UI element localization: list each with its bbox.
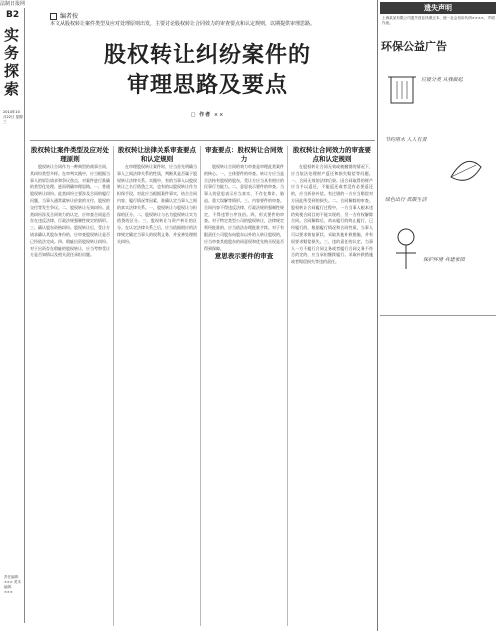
- section-heading: 股权转让法律关系审查要点和认定规则: [118, 146, 196, 163]
- leaf-icon: [451, 161, 481, 180]
- ad-title: 环保公益广告: [381, 40, 447, 53]
- issue-info: 2014年10月22日 星期三: [3, 110, 23, 124]
- ad-line: 绿色出行 低碳生活: [385, 197, 427, 203]
- sidebar-divider: [377, 0, 378, 631]
- notice-title: 遗失声明: [380, 2, 496, 14]
- page-number: B2: [6, 10, 20, 20]
- notice-text: 上海某某有限公司遗失营业执照正本，统一社会信用代码××××，声明作废。: [382, 16, 495, 25]
- headline: [55, 40, 360, 130]
- column-text: 在审理股权转让案件时，应当首先明确当事人之间法律关系的性质，判断其是否属于股权转让法律关系。实践中，有的当事人以股权转让之名行借贷之实，也有的以股权转让作为担保手段，对此应当根据案件事实，结合合同内容、履行情况等因素，准确认定当事人之间的真实法律关系。一、股权转让与股权让与担保的区分。二、股权转让与名为股权转让实为借贷的区分。三、股权转让与资产转让的区分。在认定法律关系之后，应当依据相应的法律规定确定当事人的权利义务，并妥善处理相关纠纷。: [117, 164, 197, 244]
- article-column-2: [117, 146, 197, 626]
- section-heading: 审查要点：股权转让合同效力: [205, 146, 283, 163]
- column-divider: [113, 146, 114, 626]
- column-title: 实务探索: [4, 26, 22, 98]
- ad-line: 节约用水 人人有责: [385, 137, 427, 143]
- column-text: 股权转让合同作为一种典型的商事合同，其纠纷类型多样。在审判实践中，应当根据当事人的诉讼请求和争议焦点，对案件进行准确的类型化处理，进而明确审理思路。一、普通股权转让纠纷。此类纠纷主要涉及合同的履行问题，当事人通常就转让价款的支付、股权的交付等发生争议。二、股权转让无效纠纷。此类纠纷涉及合同效力的认定，应审查合同是否存在违反法律、行政法规强制性规定的情形。三、确认股东资格纠纷。股权转让后，受让方请求确认其股东身份的，应审查股权转让是否已经依法完成。四、瑕疵出资股权转让纠纷。对于出资存在瑕疵的股权转让，应当考察受让方是否知情以及相关责任承担问题。: [30, 164, 110, 258]
- ad-line: 保护环境 共建家园: [423, 257, 465, 263]
- section-heading: 意思表示要件的审查: [214, 252, 274, 261]
- doodle-figure-icon: [396, 229, 416, 269]
- article-column-3: [204, 146, 284, 626]
- article-kicker: [50, 11, 78, 20]
- section-heading: 股权转让案件类型及应对处理原则: [31, 146, 109, 163]
- box-icon: [50, 13, 57, 20]
- article-column-4: [291, 146, 373, 626]
- corner-label: 法制日报网: [0, 1, 26, 7]
- column-text: 在股权转让合同无效或被撤销的情况下，应当依法处理财产返还和损失赔偿等问题。一、合同无效的法律后果。因合同取得的财产应当予以返还，不能返还或者没有必要返还的，应当折价补偿。有过错的一方应当赔偿对方因此所受到的损失。二、合同解除的审查。股权转让合同履行过程中，一方当事人根本违约致使合同目的不能实现的，另一方有权解除合同。合同解除后，尚未履行的终止履行，已经履行的，根据履行情况和合同性质，当事人可以要求恢复原状、采取其他补救措施，并有权要求赔偿损失。三、违约责任的认定。当事人一方不履行合同义务或者履行合同义务不符合约定的，应当承担继续履行、采取补救措施或者赔偿损失等违约责任。: [291, 164, 373, 265]
- editor-note: 责任编辑：××× 美术编辑：×××: [4, 575, 22, 594]
- ad-illustration: [381, 57, 496, 312]
- column-divider: [287, 146, 288, 626]
- headline-line-2: 审理思路及要点: [126, 72, 288, 98]
- headline-line-1: 股权转让纠纷案件的: [103, 42, 311, 68]
- kicker-label: 编者按: [60, 13, 79, 20]
- headline-rule: [30, 140, 375, 141]
- recycle-bin-icon: [388, 77, 416, 103]
- ad-line: 垃圾分类 从我做起: [421, 77, 463, 83]
- article-abstract: 本文从股权转让案件类型及应对处理原则出发，主要讨论股权转让合同效力的审查要点和认定规则，以期提供审理思路。: [50, 21, 316, 27]
- column-divider: [200, 146, 201, 626]
- ad-panel: [381, 57, 496, 312]
- byline: □ 作者 ××: [190, 112, 225, 118]
- ad-rule: [380, 315, 496, 316]
- rail-divider: [24, 8, 25, 623]
- article-column-1: [30, 146, 110, 626]
- column-text: 股权转让合同的效力审查是审理此类案件的核心。一、主体要件的审查。转让方应当是合法持有股权的股东，受让方应当具有相应的民事行为能力。二、意思表示要件的审查。当事人的意思表示应当真实，不存在欺诈、胁迫、重大误解等情形。三、内容要件的审查。合同内容不得违反法律、行政法规的强制性规定，不得违背公序良俗。四、形式要件的审查。对于特定类型公司的股权转让，法律规定须经批准的，应当依法办理批准手续。对于有限责任公司股东向股东以外的人转让股权的，应当审查其他股东的同意权和优先购买权是否得到保障。: [204, 164, 284, 251]
- section-heading: 股权转让合同效力的审查要点和认定规则: [293, 146, 371, 163]
